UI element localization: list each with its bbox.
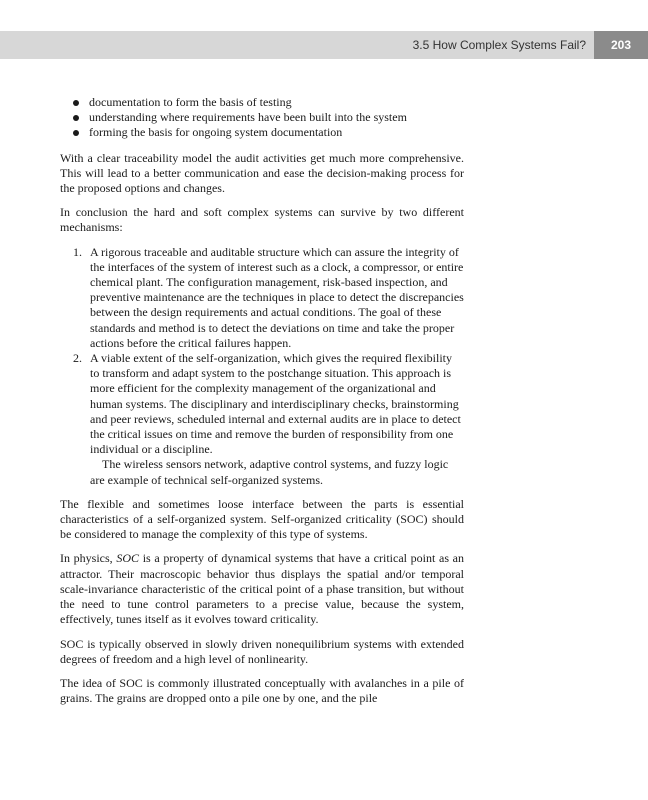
numbered-item xyxy=(60,245,464,351)
paragraph-grains: The idea of SOC is commonly illustrated conceptually with avalanches in a pile of grains. The grains are dropped onto a pile one by one, and the pile xyxy=(60,675,464,706)
paragraph-conclusion: In conclusion the hard and soft complex systems can survive by two different mechanisms: xyxy=(60,205,464,235)
page-body xyxy=(60,95,464,715)
numbered-list xyxy=(60,245,464,488)
soc-term: SOC xyxy=(116,551,140,566)
paragraph-physics xyxy=(60,551,464,627)
paragraph-flexible: The flexible and sometimes loose interface between the parts is essential characteristics of a self-organized system. Self-organized criticality (SOC) should be considered to manage the complexity of this type of systems. xyxy=(60,496,464,542)
bullet-list xyxy=(60,95,464,141)
physics-rest: is a property of dynamical systems that have a critical point as an attractor. Their macroscopic behavior thus displays the spatial and/or temporal scale-invariance characteristic of the critical point of a phase transition, but without the need to tune control parameters to a precise value, because the system, effectively, tunes itself as it evolves toward criticality. xyxy=(60,551,464,627)
paragraph-traceability: With a clear traceability model the audit activities get much more comprehensive. This will lead to a better communication and ease the decision-making process for the proposed options and changes. xyxy=(60,150,464,196)
bullet-item: documentation to form the basis of testing xyxy=(60,95,464,110)
bullet-item: forming the basis for ongoing system documentation xyxy=(60,125,464,140)
paragraph-observed: SOC is typically observed in slowly driven nonequilibrium systems with extended degrees of freedom and a high level of nonlinearity. xyxy=(60,636,464,666)
physics-prefix: In physics, xyxy=(60,551,117,566)
running-header-title: 3.5 How Complex Systems Fail? xyxy=(412,38,586,52)
item-text: A viable extent of the self-organization, which gives the required flexibility to transform and adapt system to the postchange situation. This approach is more efficient for the complexity management of the organizational and human systems. The disciplinary and interdisciplinary checks, brainstorming and peer reviews, scheduled internal and external audits are in place to detect the critical issues on time and remove the burden of responsibility from one individual or a discipline. xyxy=(90,351,461,457)
numbered-item xyxy=(60,351,464,488)
page-number: 203 xyxy=(594,31,648,59)
bullet-item: understanding where requirements have been built into the system xyxy=(60,110,464,125)
item-number: 1. xyxy=(73,244,82,259)
item-text: A rigorous traceable and auditable structure which can assure the integrity of the interfaces of the system of interest such as a clock, a compressor, or entire chemical plant. The configuration management, risk-based inspection, and preventive maintenance are the techniques in place to detect the discrepancies between the design requirements and actual conditions. The goal of these standards and method is to detect the deviations on time and take the proper actions before the critical failures happen. xyxy=(90,244,464,350)
item-number: 2. xyxy=(73,351,82,366)
item-extra-text: The wireless sensors network, adaptive control systems, and fuzzy logic are example of technical self-organized systems. xyxy=(90,457,449,487)
